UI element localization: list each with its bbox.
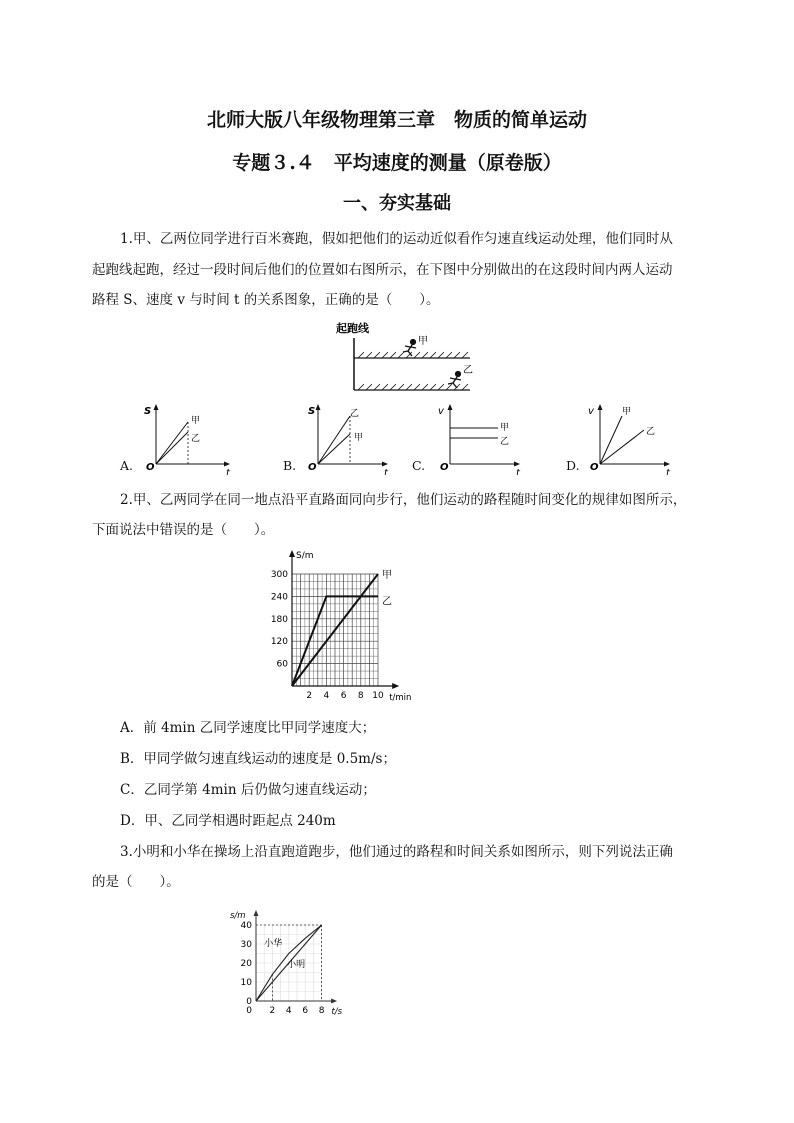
runner-a-label: 甲: [418, 336, 428, 347]
svg-text:O: O: [146, 462, 155, 473]
y-tick-label: 60: [276, 659, 288, 670]
race-track-figure: [330, 318, 480, 398]
svg-text:乙: 乙: [646, 427, 656, 437]
q2-option-b[interactable]: B．甲同学做匀速直线运动的速度是 0.5m/s；: [120, 751, 396, 767]
x-axis-arrow: [331, 999, 337, 1004]
x-tick-label: 6: [302, 1006, 309, 1016]
section-heading: 一、夯实基础: [343, 193, 451, 214]
page-subtitle: 专题３.４ 平均速度的测量（原卷版）: [232, 152, 562, 174]
x-tick-label: 4: [323, 691, 330, 701]
q1-line-1: 1.甲、乙两位同学进行百米赛跑，假如把他们的运动近似看作匀速直线运动处理，他们同时从: [120, 231, 673, 247]
svg-text:O: O: [308, 462, 317, 473]
svg-text:O: O: [590, 462, 599, 473]
runner-b-label: 乙: [463, 365, 473, 376]
x-axis-label: t/s: [331, 1007, 343, 1016]
svg-text:乙: 乙: [500, 437, 510, 447]
svg-text:甲: 甲: [354, 433, 364, 443]
q1-option-a-label[interactable]: A.: [120, 458, 134, 473]
x-tick-label: 10: [372, 691, 384, 701]
series-label-xiaohua: 小华: [264, 938, 283, 949]
q2-option-a[interactable]: A．前 4min 乙同学速度比甲同学速度大；: [120, 720, 376, 736]
y-tick-label: 40: [240, 921, 252, 931]
svg-text:v: v: [588, 406, 594, 417]
svg-text:甲: 甲: [191, 416, 201, 426]
q1-graph-a[interactable]: [138, 400, 238, 475]
y-tick-label: 10: [240, 978, 252, 988]
y-tick-label: 180: [270, 614, 288, 625]
x-tick-label: 8: [318, 1006, 325, 1016]
start-line-label: 起跑线: [336, 322, 369, 335]
y-tick-label: 30: [240, 940, 252, 950]
y-tick-label: 240: [270, 592, 288, 603]
y-tick-label: 20: [240, 959, 252, 969]
svg-text:v: v: [438, 406, 444, 417]
y-tick-label: 300: [270, 570, 288, 580]
y-tick-label: 120: [270, 637, 288, 648]
q2-line-1: 2.甲、乙两同学在同一地点沿平直路面同向步行，他们运动的路程随时间变化的规律如图所示，: [120, 492, 687, 508]
y-axis-label: s/m: [230, 911, 246, 921]
series-label: 甲: [382, 570, 392, 581]
q3-line-1: 3.小明和小华在操场上沿直跑道跑步，他们通过的路程和时间关系如图所示，则下列说法正确: [120, 844, 673, 860]
y-axis-arrow: [289, 550, 295, 557]
x-tick-label: 8: [357, 691, 364, 701]
q3-line-2: 的是（ ）。: [92, 874, 180, 890]
series-label-xiaoming: 小明: [287, 959, 306, 970]
q3-chart: [226, 906, 346, 1016]
q1-graph-d[interactable]: [582, 400, 682, 475]
q2-line-2: 下面说法中错误的是（ ）。: [92, 522, 275, 538]
q1-graph-b[interactable]: [300, 400, 400, 475]
y-axis-arrow: [254, 910, 259, 916]
q2-option-c[interactable]: C．乙同学第 4min 后仍做匀速直线运动；: [120, 782, 376, 798]
q1-graph-c[interactable]: [432, 400, 532, 475]
q2-option-d[interactable]: D．甲、乙同学相遇时距起点 240m: [120, 813, 336, 829]
q1-option-d-label[interactable]: D.: [566, 458, 580, 473]
x-tick-label: 6: [340, 691, 347, 701]
svg-text:O: O: [440, 462, 449, 473]
q1-line-2: 起跑线起跑，经过一段时间后他们的位置如右图所示，在下图中分别做出的在这段时间内两人运动: [92, 262, 673, 278]
x-axis-label: t/min: [389, 693, 412, 703]
y-tick-label: 0: [246, 997, 252, 1007]
svg-text:乙: 乙: [191, 434, 201, 444]
page-title: 北师大版八年级物理第三章 物质的简单运动: [206, 109, 587, 131]
svg-text:甲: 甲: [622, 407, 632, 417]
x-tick-label: 4: [285, 1006, 292, 1016]
track-hatching-1: [358, 352, 468, 358]
svg-text:甲: 甲: [500, 423, 510, 433]
q2-chart: [262, 548, 442, 704]
series-label: 乙: [382, 596, 392, 608]
svg-text:t: t: [516, 468, 520, 475]
q1-option-c-label[interactable]: C.: [412, 458, 426, 473]
q1-line-3: 路程 S、速度 v 与时间 t 的关系图象，正确的是（ ）。: [92, 292, 440, 308]
svg-text:S: S: [308, 406, 316, 417]
svg-text:t: t: [384, 468, 388, 475]
track-hatching-2: [358, 384, 468, 390]
origin-label: 0: [246, 1006, 252, 1016]
x-tick-label: 2: [269, 1006, 276, 1016]
x-axis-arrow: [392, 683, 399, 689]
svg-text:t: t: [666, 468, 670, 475]
svg-text:S: S: [144, 406, 152, 417]
q1-option-b-label[interactable]: B.: [283, 458, 297, 473]
runner-icon-a: [403, 340, 416, 356]
x-tick-label: 2: [306, 691, 313, 701]
y-axis-label: S/m: [296, 551, 314, 561]
svg-text:乙: 乙: [350, 409, 360, 419]
svg-text:t: t: [226, 468, 230, 475]
